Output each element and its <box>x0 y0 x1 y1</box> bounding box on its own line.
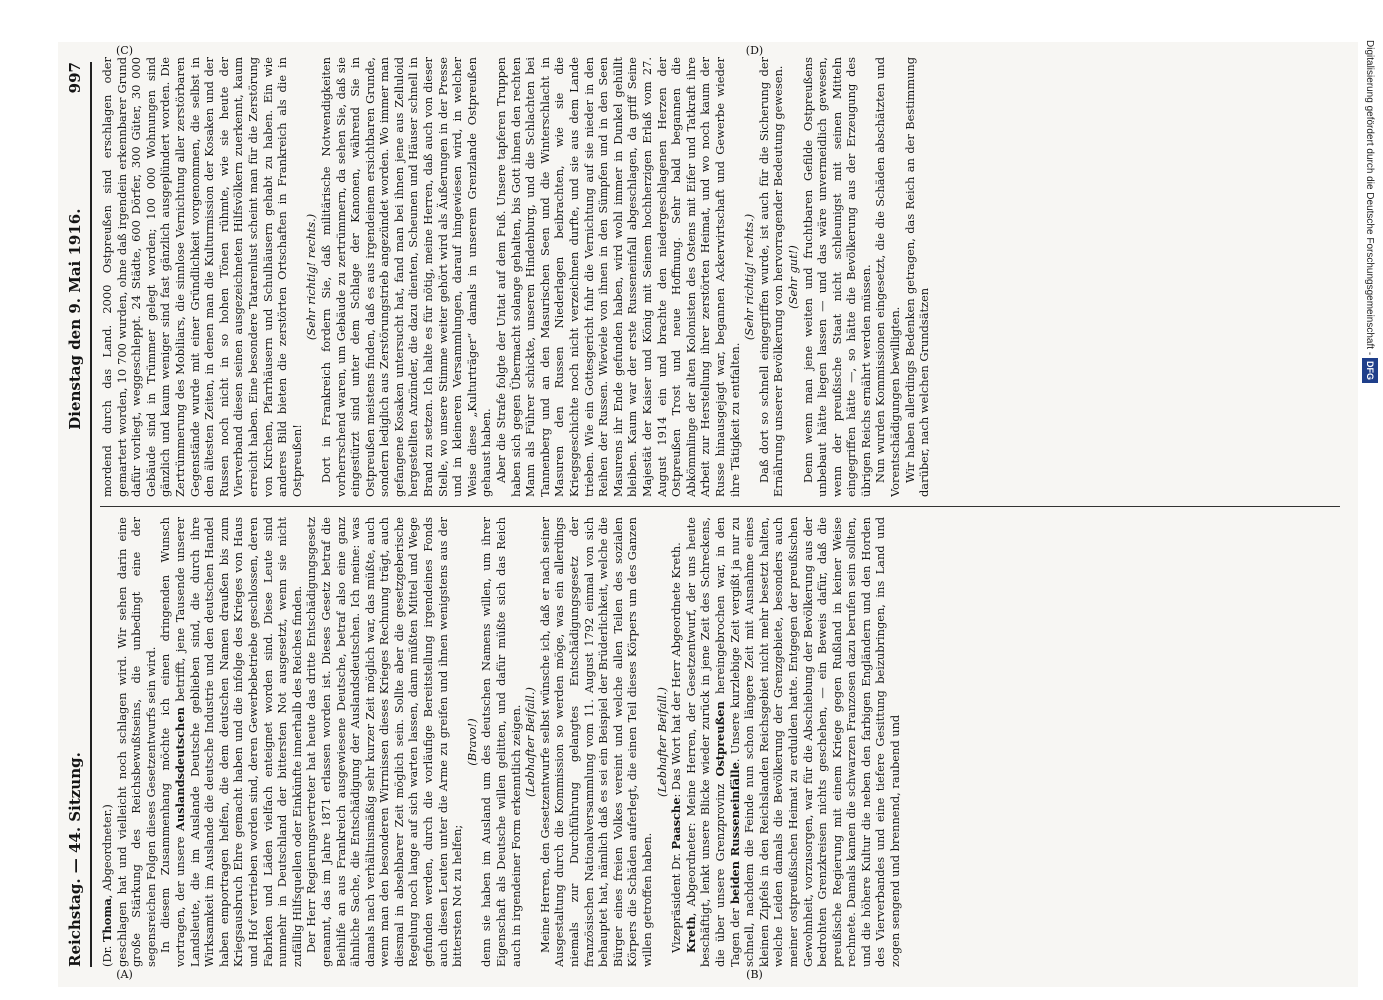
running-head-date: Dienstag den 9. Mai 1916. <box>66 208 84 430</box>
margin-marker-b: (B) <box>746 968 763 982</box>
paragraph: Denn wenn man jene weiten und fruchtbaren Gefilde Ostpreußens unbebaut hätte liegen lassen — und das wäre unvermeidlich gewesen, wenn der preußische Staat nicht schleunigst mit seinen Mitteln eingegriffen hätte —, so hätte die Bevölkerung aus der Erzeugung des übrigen Reichs ernährt werden müssen. <box>800 57 873 497</box>
header-rule <box>90 62 92 967</box>
margin-marker-a: (A) <box>116 968 133 982</box>
paragraph: (Sehr gut!) <box>785 245 800 309</box>
paragraph: Nun wurden Kommissionen eingesetzt, die die Schäden abschätzten und Vorentschädigungen bewilligten. <box>873 57 903 497</box>
paragraph: Kreth, Abgeordneter: Meine Herren, der Gesetzentwurf, der uns heute beschäftigt, lenkt unsere Blicke wieder zurück in jene Zeit des Schreckens, die über unsere Grenzprovinz Ostpreußen hereingebrochen war, in den Tagen der beiden Russeneinfälle. Unsere kurzlebige Zeit vergißt ja nur zu schnell, nachdem die Feinde nun schon längere Zeit mit Ausnahme eines kleinen Zipfels in den Reichslanden Reichsgebiet nicht mehr besetzt halten, welche Leiden damals die Bevölkerung der Grenzgebiete, besonders auch meiner ostpreußischen Heimat zu erdulden hatte. Entgegen der preußischen Gewohnheit, vorzusorgen, war für die Abschiebung der Bevölkerung aus der bedrohten Grenzkreisen nichts geschehen, — ein Beweis dafür, daß die preußische Regierung mit einem Kriege gegen Rußland in keiner Weise rechnete. Damals kamen die schwarzen Franzosen dazu berufen sein sollten, und die höhere Kultur die neben den farbigen Engländern und den Horden des Vierverbandes und eine tiefere Gesittung beizubringen, ins Land und zogen sengend und brennend, raubend und <box>683 517 903 967</box>
paragraph: (Bravo!) <box>464 718 479 766</box>
digitization-credit: Digitalisierung gefördert durch die Deutsche Forschungsgemeinschaft - <box>1364 40 1375 356</box>
text-column-right <box>100 57 1340 497</box>
page-header <box>66 62 88 967</box>
paragraph: Dort in Frankreich fordern Sie, daß militärische Notwendigkeiten vorherrschend waren, um Gebäude zu zertrümmern, da sehen Sie, daß sie eingestürzt sind unter dem Schlage der Kanonen, während Sie in Ostpreußen meistens finden, daß es aus irgendeinem ersichtbaren Grunde, sondern lediglich aus Zerstörungstrieb angezündet worden. Wo immer man gefangene Kosaken untersucht hat, fand man bei ihnen jene aus Zelluloid hergestellten Anzünder, die dazu dienten, Scheunen und Häuser schnell in Brand zu setzen. Ich halte es für nötig, meine Herren, daß auch von dieser Stelle, wo unsere Stimme weiter gehört wird als Äußerungen in der Presse und in kleineren Versammlungen, darauf hingewiesen wird, in welcher Weise diese „Kulturträger“ damals in unserem Grenzlande Ostpreußen gehaust haben. <box>318 57 494 497</box>
paragraph: mordend durch das Land. 2000 Ostpreußen sind erschlagen oder gemartert worden, 10 700 wurden, ohne daß irgendein erkennbarer Grund dafür vorliegt, weggeschleppt. 24 Städte, 600 Dörfer, 300 Güter, 30 000 Gebäude sind in Trümmer gelegt worden; 100 000 Wohnungen sind gänzlich und kaum weniger sind fast gänzlich ausgeplündert worden. Die Zertrümmerung des Mobiliars, die sinnlose Vernichtung aller zerstörbaren Gegenstände wurde mit einer Gründlichkeit vorgenommen, die selbst in den ältesten Zeiten, in denen man die Kulturmission der Kosaken und der Russen noch nicht in so hohen Tönen rühmte, wie sie heute der Vierverband diesen seinen ausgezeichneten Hilfsvölkern zuerkennt, kaum erreicht haben. Eine besondere Tatarenlust scheint man für die Zerstörung von Kirchen, Pfarrhäusern und Schulhäusern gehabt zu haben. Ein wie anderes Bild bieten die zerstörten Ortschaften in Frankreich als die in Ostpreußen! <box>100 57 304 497</box>
page-number: 997 <box>66 62 84 94</box>
paragraph: (Lebhafter Beifall.) <box>523 687 538 797</box>
running-head-left: Reichstag. — 44. Sitzung. <box>66 752 84 967</box>
paragraph: Daß dort so schnell eingegriffen wurde, ist auch für die Sicherung der Ernährung unserer Bevölkerung von hervorragender Bedeutung gewesen. <box>756 57 786 497</box>
paragraph: Vizepräsident Dr. Paasche: Das Wort hat der Herr Abgeordnete Kreth. <box>669 542 684 953</box>
paragraph: (Sehr richtig! rechts.) <box>304 213 319 341</box>
rotated-page-content <box>58 42 1358 987</box>
margin-marker-d: (D) <box>745 43 764 57</box>
paragraph: Meine Herren, den Gesetzentwurfe selbst wünsche ich, daß er nach seiner Ausgestaltung durch die Kommission so werden möge, was ein allerdings niemals zur Durchführung gelangtes Entschädigungsgesetz der französischen Nationalversammlung vom 11. August 1792 einmal von sich behauptet hat, nämlich daß es sei ein Beispiel der Brüderlichkeit, welche die Bürger eines freien Volkes vereint und welche allen Teilen des sozialen Körpers die Schäden auferlegt, die einen Teil dieses Körpers um des Ganzen willen getroffen haben. <box>537 517 654 967</box>
text-column-left <box>100 517 1340 967</box>
paragraph: geschlagen hat und vielleicht noch schlagen wird. Wir sehen darin eine große Stärkung des Reichsbewußtseins, die unbedingt eine der segensreichen Folgen dieses Gesetzentwurfs sein wird. <box>114 517 158 967</box>
dfg-logo: DFG <box>1362 358 1378 383</box>
column-divider <box>100 506 1340 507</box>
margin-marker-c: (C) <box>116 44 133 57</box>
paragraph: Der Herr Regierungsvertreter hat heute das dritte Entschädigungsgesetz genannt, das im Jahre 1871 erlassen worden ist. Dieses Gesetz betraf die Beihilfe an aus Frankreich ausgewiesene Deutsche, betraf also eine ganz ähnliche Sache, die Entschädigung der Auslandsdeutschen. Ich meine: was damals nach verhältnismäßig sehr kurzer Zeit möglich war, das müßte, auch wenn man den besonderen Wirrnissen dieses Krieges Rechnung trägt, auch diesmal in absehbarer Zeit möglich sein. Sollte aber die gesetzgeberische Regelung noch lange auf sich warten lassen, dann müßten Mittel und Wege gefunden werden, durch die vorläufige Bereitstellung irgendeines Fonds auch diesen Leuten unter die Arme zu greifen und ihnen wenigstens aus der bittersten Not zu helfen; <box>304 517 465 967</box>
running-head-right <box>66 62 84 430</box>
paragraph: In diesem Zusammenhang möchte ich einen dringenden Wunsch vortragen, der unsere Auslandsdeutschen betrifft, jene Tausende unserer Landsleute, die im Auslande Deutsche geblieben sind, die durch ihre Wirksamkeit im Auslande die deutsche Industrie und den deutschen Handel haben emportragen helfen, die dem deutschen Namen draußen bis zum Kriegsausbruch Ehre gemacht haben und die infolge des Krieges von Haus und Hof vertrieben worden sind, deren Gewerbebetriebe geschlossen, deren Fabriken und Läden vielfach enteignet worden sind. Diese Leute sind nunmehr in Deutschland der bittersten Not ausgesetzt, wenn sie nicht zufällig Hilfsquellen oder Einkünfte innerhalb des Reiches finden. <box>158 517 304 967</box>
paragraph: Wir haben allerdings Bedenken getragen, das Reich an der Bestimmung darüber, nach welchen Grundsätzen <box>902 57 932 497</box>
digitization-note <box>1362 40 1378 960</box>
digitization-note-text <box>1362 40 1378 960</box>
paragraph: denn sie haben im Ausland um des deutschen Namens willen, um ihrer Eigenschaft als Deutsche willen gelitten, und dafür müßte sich das Reich auch in irgendeiner Form erkenntlich zeigen. <box>479 517 523 967</box>
scanned-page <box>58 42 1358 987</box>
paragraph: (Sehr richtig! rechts.) <box>742 213 757 341</box>
paragraph: Aber die Strafe folgte der Untat auf dem Fuß. Unsere tapferen Truppen haben sich gegen Übermacht solange gehalten, bis Gott ihnen den rechten Mann als Führer schickte, unseren Hindenburg, und die Schlachten bei Tannenberg und an den Masurischen Seen und die Winterschlacht in Masuren den Russen Niederlagen beibrachten, wie sie die Kriegsgeschichte noch nicht verzeichnen durfte, und sie aus dem Lande trieben. Wie ein Gottesgericht fuhr die Vernichtung auf sie nieder in den Reihen der Russen. Wieviele von ihnen in den Sümpfen und in den Seen Masurens ihr Ende gefunden haben, wird wohl immer in Dunkel gehüllt bleiben. Kaum war der erste Russeneinfall abgeschlagen, da griff Seine Majestät der Kaiser und König mit Seinem hochherzigen Erlaß vom 27. August 1914 ein und brachte den niedergeschlagenen Herzen der Ostpreußen Trost und neue Hoffnung. Sehr bald begannen die Abkömmlinge der alten Kolonisten des Ostens mit Eifer und Tatkraft ihre Arbeit zur Herstellung ihrer zerstörten Heimat, und wo noch kaum der Russe hinausgejagt war, begannen Ackerwirtschaft und Gewerbe wieder ihre Tätigkeit zu entfalten. <box>494 57 742 497</box>
paragraph: (Lebhafter Beifall.) <box>654 687 669 797</box>
paragraph: (Dr. Thoma, Abgeordneter.) <box>100 804 114 967</box>
